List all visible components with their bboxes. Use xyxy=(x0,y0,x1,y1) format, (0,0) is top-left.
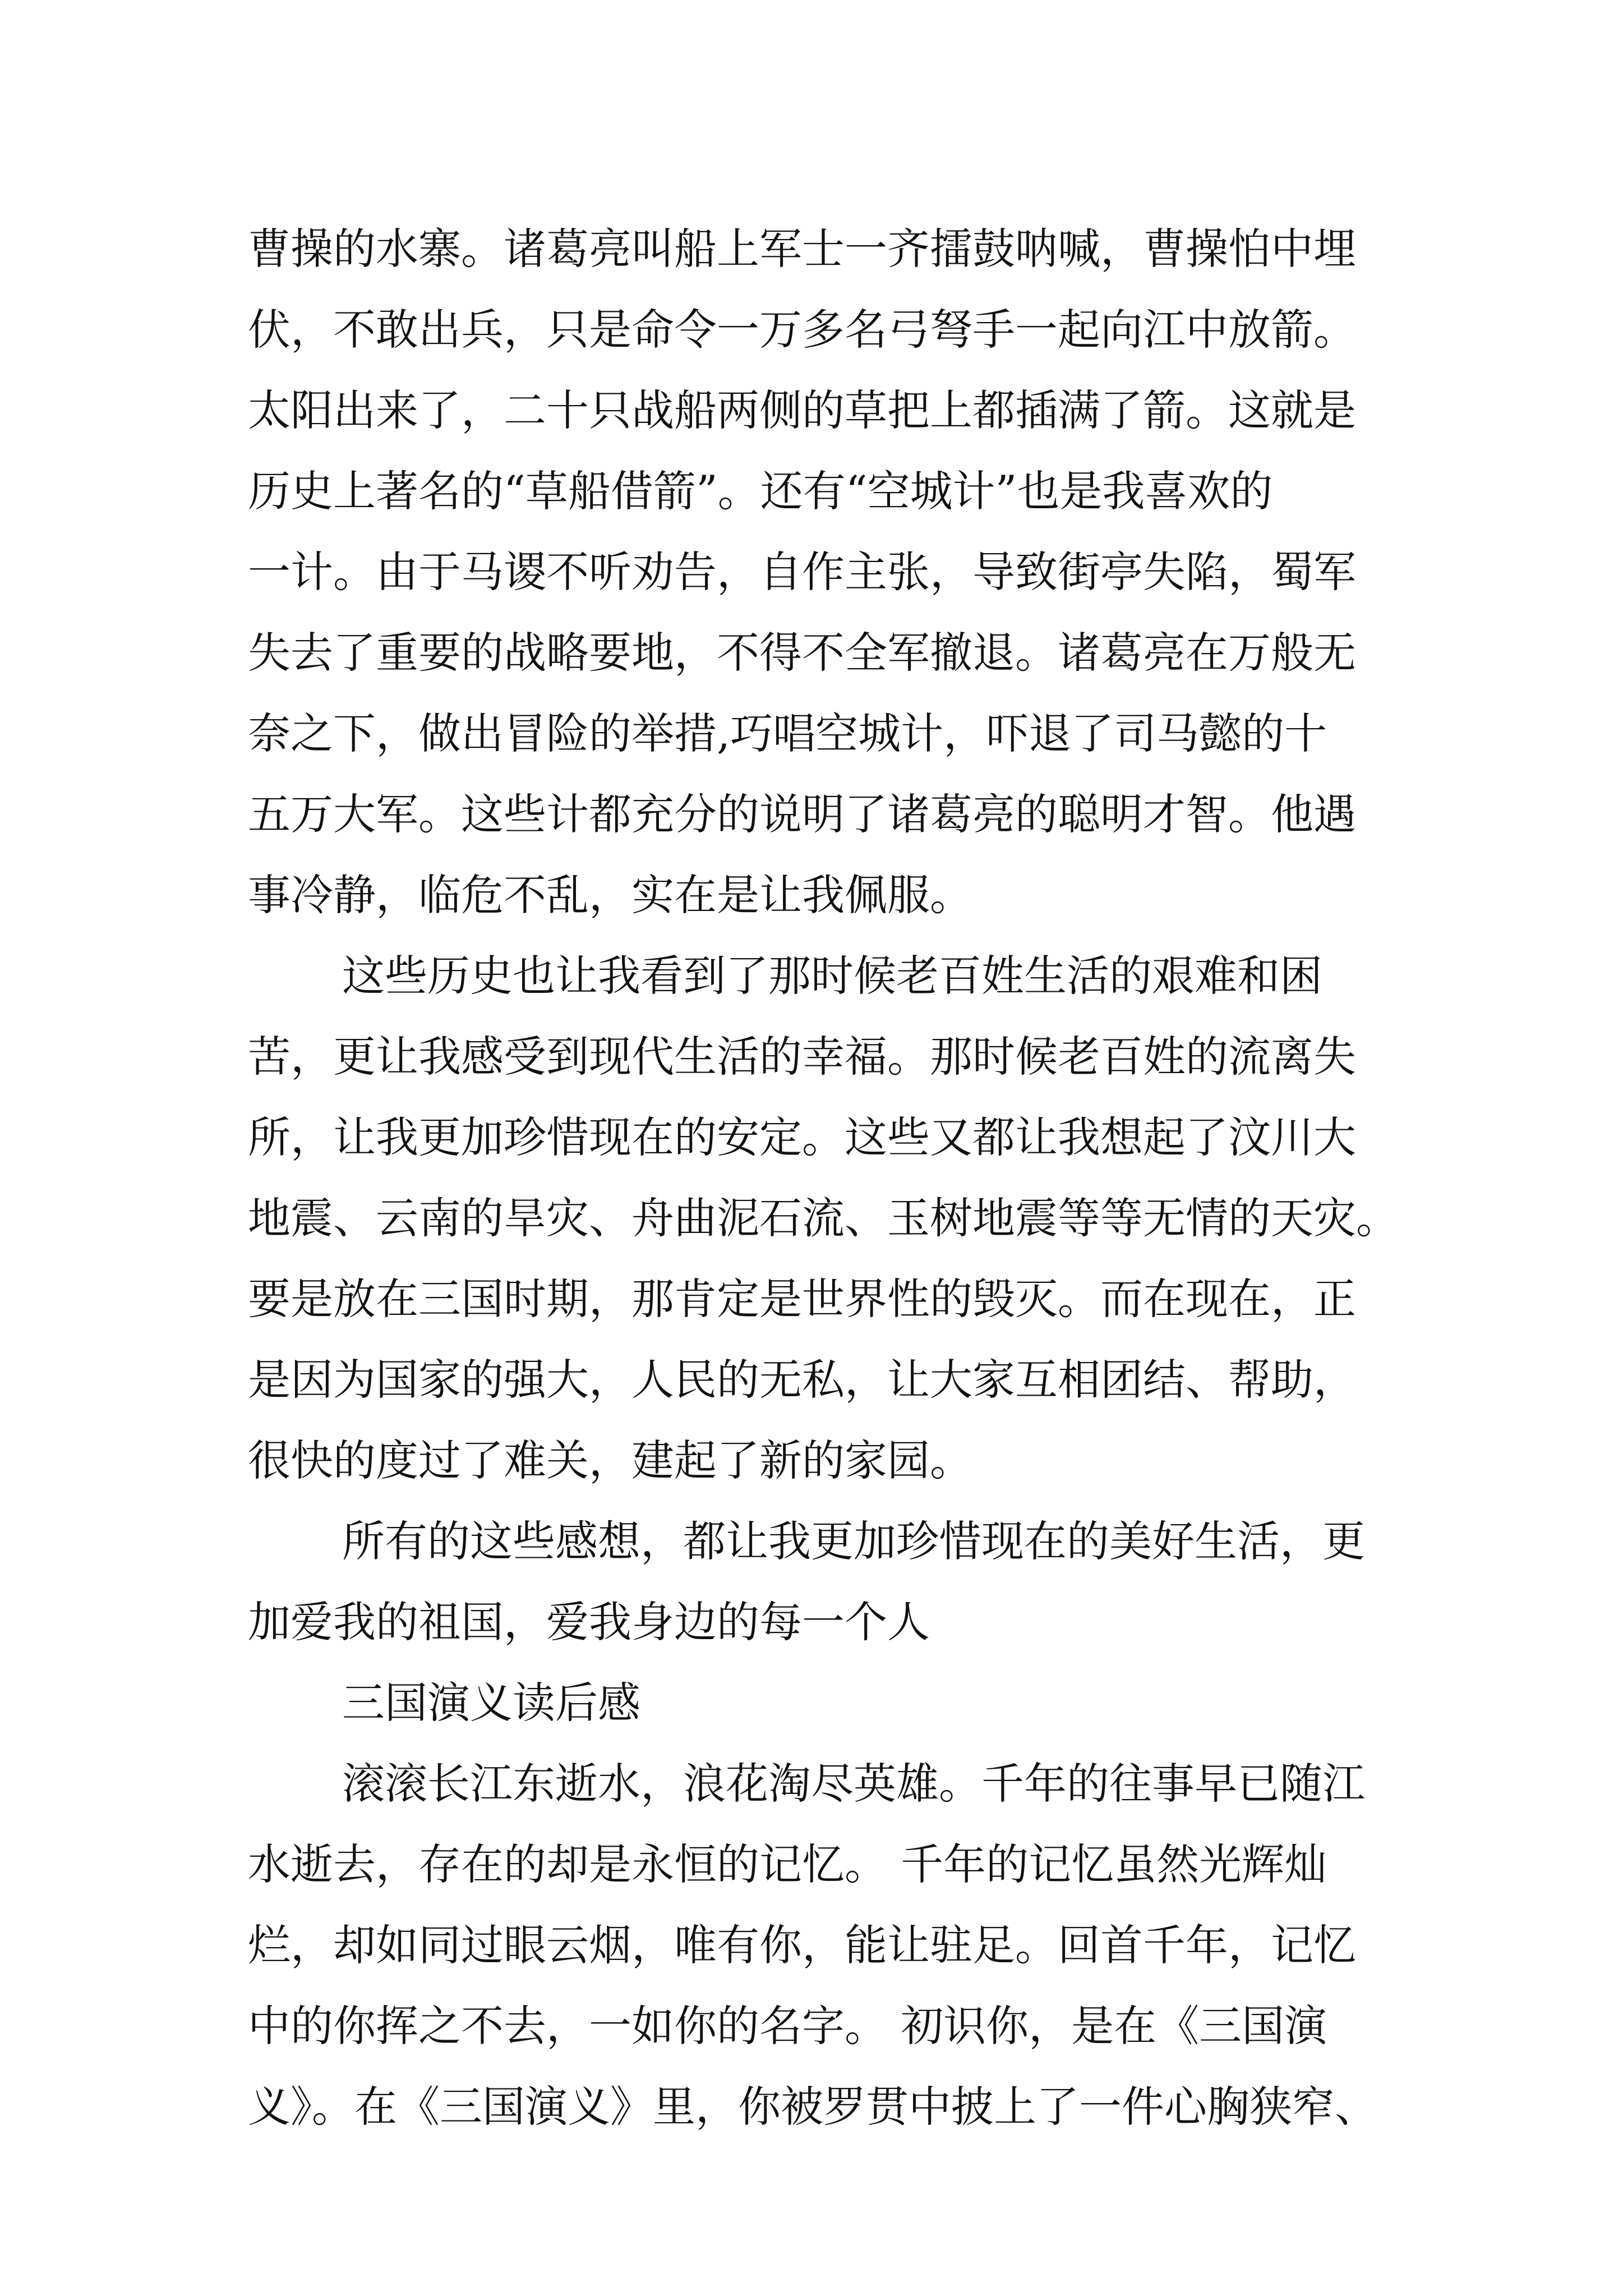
text-line: 地震、云南的旱灾、舟曲泥石流、玉树地震等等无情的天灾。 xyxy=(248,1193,1399,1243)
text-line: 失去了重要的战略要地，不得不全军撤退。诸葛亮在万般无 xyxy=(248,628,1356,678)
text-line: 曹操的水寨。诸葛亮叫船上军士一齐擂鼓呐喊，曹操怕中埋 xyxy=(248,224,1356,274)
text-line: 加爱我的祖国，爱我身边的每一个人 xyxy=(248,1597,930,1647)
text-line: 事冷静，临危不乱，实在是让我佩服。 xyxy=(248,870,972,920)
text-line: 要是放在三国时期，那肯定是世界性的毁灭。而在现在，正 xyxy=(248,1274,1356,1324)
text-line: 历史上著名的“草船借箭”。还有“空城计”也是我喜欢的 xyxy=(248,466,1273,516)
text-line: 中的你挥之不去，一如你的名字。 初识你，是在《三国演 xyxy=(248,2001,1327,2051)
text-line: 滚滚长江东逝水，浪花淘尽英雄。千年的往事早已随江 xyxy=(342,1759,1365,1809)
body-text xyxy=(248,209,1414,2147)
text-line: 所有的这些感想，都让我更加珍惜现在的美好生活，更 xyxy=(342,1516,1365,1566)
text-line: 所，让我更加珍惜现在的安定。这些又都让我想起了汶川大 xyxy=(248,1112,1356,1162)
text-line: 伏，不敢出兵，只是命令一万多名弓弩手一起向江中放箭。 xyxy=(248,305,1356,355)
text-line: 很快的度过了难关，建起了新的家园。 xyxy=(248,1435,972,1485)
text-line: 一计。由于马谡不听劝告，自作主张，导致街亭失陷，蜀军 xyxy=(248,547,1356,597)
text-line: 烂，却如同过眼云烟，唯有你，能让驻足。回首千年，记忆 xyxy=(248,1920,1356,1970)
text-line: 义》。在《三国演义》里，你被罗贯中披上了一件心胸狭窄、 xyxy=(248,2082,1377,2132)
text-line: 水逝去，存在的却是永恒的记忆。 千年的记忆虽然光辉灿 xyxy=(248,1839,1327,1889)
text-line: 这些历史也让我看到了那时候老百姓生活的艰难和困 xyxy=(342,951,1322,1001)
text-line: 三国演义读后感 xyxy=(342,1678,640,1728)
text-line: 苦，更让我感受到现代生活的幸福。那时候老百姓的流离失 xyxy=(248,1032,1356,1082)
text-line: 太阳出来了，二十只战船两侧的草把上都插满了箭。这就是 xyxy=(248,385,1356,435)
text-line: 是因为国家的强大，人民的无私，让大家互相团结、帮助， xyxy=(248,1355,1356,1405)
text-line: 五万大军。这些计都充分的说明了诸葛亮的聪明才智。他遇 xyxy=(248,789,1356,839)
text-line: 奈之下，做出冒险的举措,巧唱空城计，吓退了司马懿的十 xyxy=(248,708,1327,758)
